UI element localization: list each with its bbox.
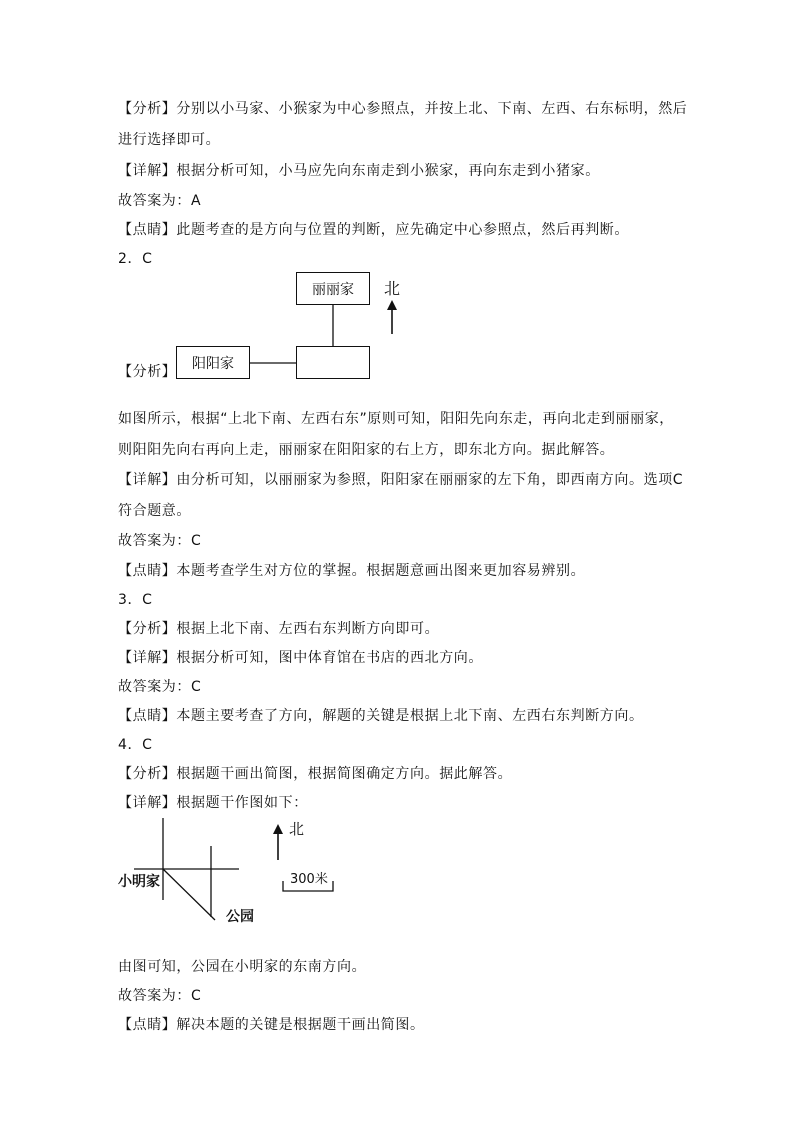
box-yangyang-home: 阳阳家 — [176, 346, 250, 379]
north-label: 北 — [289, 820, 305, 838]
question-number: 4．C — [118, 737, 153, 753]
analysis-text: 如图所示，根据“上北下南、左西右东”原则可知，阳阳先向东走，再向北走到丽丽家， — [118, 411, 674, 427]
comment-text: 【点睛】本题考查学生对方位的掌握。根据题意画出图来更加容易辨别。 — [118, 563, 586, 579]
route-diagonal — [163, 869, 215, 920]
analysis-text-cont: 进行选择即可。 — [118, 132, 221, 148]
analysis-tag: 【分析】 — [118, 364, 177, 380]
answer-text: 故答案为：C — [118, 988, 202, 1004]
box-lili-home: 丽丽家 — [296, 272, 370, 305]
analysis-text: 【分析】根据上北下南、左西右东判断方向即可。 — [118, 621, 440, 637]
answer-text: 故答案为：C — [118, 533, 202, 549]
answer-text: 故答案为：C — [118, 679, 202, 695]
question-number: 3．C — [118, 592, 153, 608]
comment-text: 【点睛】解决本题的关键是根据题干画出简图。 — [118, 1017, 425, 1033]
analysis-text-cont: 则阳阳先向右再向上走，丽丽家在阳阳家的右上方，即东北方向。据此解答。 — [118, 442, 615, 458]
north-label: 北 — [384, 279, 401, 298]
north-arrow-head — [273, 824, 283, 834]
scale-label: 300米 — [290, 872, 328, 887]
answer-text: 故答案为：A — [118, 193, 202, 209]
detail-text-cont: 符合题意。 — [118, 503, 191, 519]
home-label: 小明家 — [118, 874, 160, 890]
question-number: 2．C — [118, 251, 153, 267]
analysis-text: 【分析】根据题干画出简图，根据简图确定方向。据此解答。 — [118, 766, 513, 782]
conclusion-text: 由图可知，公园在小明家的东南方向。 — [118, 959, 367, 975]
comment-text: 【点睛】此题考查的是方向与位置的判断，应先确定中心参照点，然后再判断。 — [118, 222, 629, 238]
detail-text: 【详解】根据题干作图如下： — [118, 795, 308, 811]
detail-text: 【详解】由分析可知，以丽丽家为参照，阳阳家在丽丽家的左下角，即西南方向。选项C — [118, 472, 684, 488]
park-label: 公园 — [226, 909, 254, 925]
detail-text: 【详解】根据分析可知，图中体育馆在书店的西北方向。 — [118, 650, 483, 666]
comment-text: 【点睛】本题主要考查了方向，解题的关键是根据上北下南、左西右东判断方向。 — [118, 708, 644, 724]
analysis-text: 【分析】分别以小马家、小猴家为中心参照点，并按上北、下南、左西、右东标明，然后 — [118, 101, 688, 117]
detail-text: 【详解】根据分析可知，小马应先向东南走到小猴家，再向东走到小猪家。 — [118, 163, 600, 179]
